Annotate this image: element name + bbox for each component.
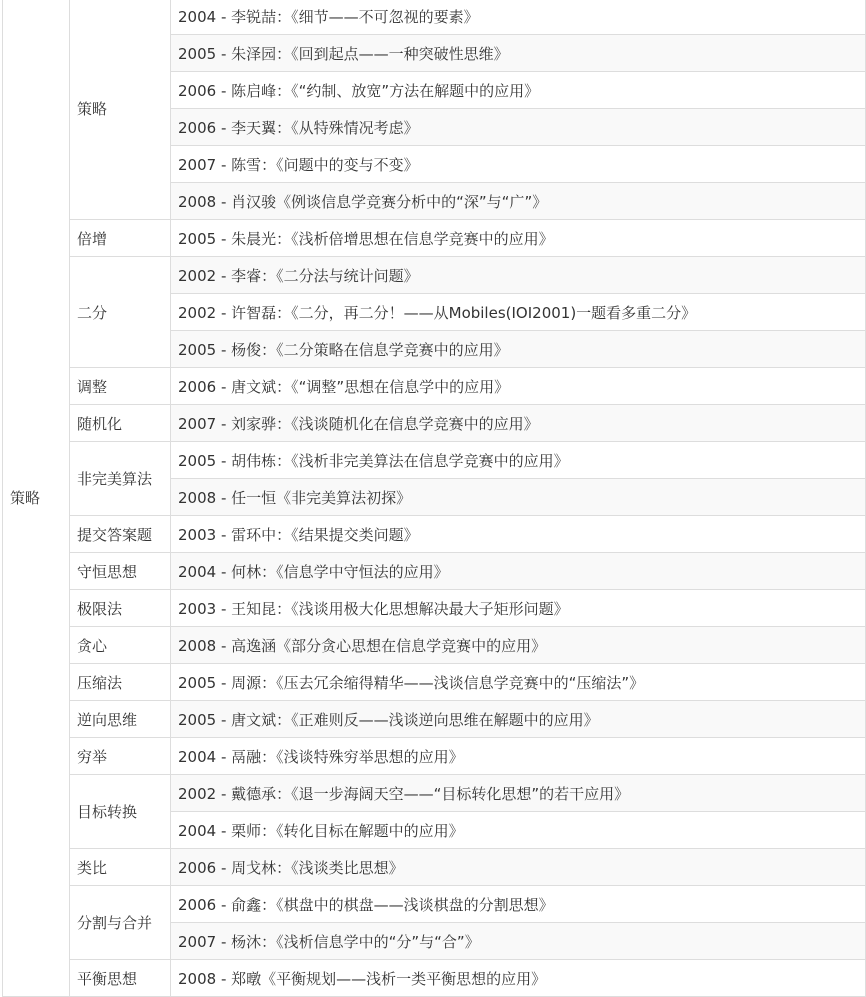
table-row xyxy=(3,257,866,294)
paper-entry-cell: 2008 - 郑暾《平衡规划——浅析一类平衡思想的应用》 xyxy=(171,960,866,997)
table-row xyxy=(3,590,866,627)
paper-entry-cell: 2007 - 刘家骅：《浅谈随机化在信息学竞赛中的应用》 xyxy=(171,405,866,442)
technique-category-cell: 调整 xyxy=(70,368,171,405)
technique-category-cell: 提交答案题 xyxy=(70,516,171,553)
paper-entry-cell: 2003 - 雷环中：《结果提交类问题》 xyxy=(171,516,866,553)
paper-entry-cell: 2006 - 俞鑫：《棋盘中的棋盘——浅谈棋盘的分割思想》 xyxy=(171,886,866,923)
paper-entry-cell: 2003 - 王知昆：《浅谈用极大化思想解决最大子矩形问题》 xyxy=(171,590,866,627)
paper-index-table xyxy=(2,0,866,997)
paper-entry-cell: 2006 - 李天翼：《从特殊情况考虑》 xyxy=(171,109,866,146)
paper-entry-cell: 2002 - 李睿：《二分法与统计问题》 xyxy=(171,257,866,294)
table-row xyxy=(3,405,866,442)
paper-entry-cell: 2006 - 陈启峰：《“约制、放宽”方法在解题中的应用》 xyxy=(171,72,866,109)
technique-category-cell: 极限法 xyxy=(70,590,171,627)
table-row xyxy=(3,368,866,405)
table-row xyxy=(3,442,866,479)
technique-category-cell: 倍增 xyxy=(70,220,171,257)
table-row xyxy=(3,220,866,257)
paper-entry-cell: 2005 - 周源：《压去冗余缩得精华——浅谈信息学竞赛中的“压缩法”》 xyxy=(171,664,866,701)
table-row xyxy=(3,738,866,775)
paper-entry-cell: 2005 - 朱晨光：《浅析倍增思想在信息学竞赛中的应用》 xyxy=(171,220,866,257)
paper-entry-cell: 2008 - 肖汉骏《例谈信息学竞赛分析中的“深”与“广”》 xyxy=(171,183,866,220)
technique-category-cell: 随机化 xyxy=(70,405,171,442)
table-row xyxy=(3,960,866,997)
paper-entry-cell: 2002 - 许智磊：《二分，再二分！——从Mobiles(IOI2001)一题看多重二分》 xyxy=(171,294,866,331)
paper-entry-cell: 2004 - 栗师：《转化目标在解题中的应用》 xyxy=(171,812,866,849)
technique-category-cell: 非完美算法 xyxy=(70,442,171,516)
paper-entry-cell: 2002 - 戴德承：《退一步海阔天空——“目标转化思想”的若干应用》 xyxy=(171,775,866,812)
paper-entry-cell: 2005 - 朱泽园：《回到起点——一种突破性思维》 xyxy=(171,35,866,72)
table-row xyxy=(3,664,866,701)
paper-entry-cell: 2007 - 杨沐：《浅析信息学中的“分”与“合”》 xyxy=(171,923,866,960)
paper-entry-cell: 2005 - 杨俊：《二分策略在信息学竞赛中的应用》 xyxy=(171,331,866,368)
table-row xyxy=(3,886,866,923)
outer-category-cell: 策略 xyxy=(3,0,70,997)
paper-entry-cell: 2005 - 唐文斌：《正难则反——浅谈逆向思维在解题中的应用》 xyxy=(171,701,866,738)
paper-entry-cell: 2008 - 任一恒《非完美算法初探》 xyxy=(171,479,866,516)
technique-category-cell: 贪心 xyxy=(70,627,171,664)
technique-category-cell: 类比 xyxy=(70,849,171,886)
table-row xyxy=(3,701,866,738)
table-row xyxy=(3,849,866,886)
table-row xyxy=(3,0,866,35)
paper-entry-cell: 2006 - 唐文斌：《“调整”思想在信息学中的应用》 xyxy=(171,368,866,405)
technique-category-cell: 分割与合并 xyxy=(70,886,171,960)
paper-entry-cell: 2004 - 何林：《信息学中守恒法的应用》 xyxy=(171,553,866,590)
table-body xyxy=(3,0,866,997)
technique-category-cell: 穷举 xyxy=(70,738,171,775)
paper-entry-cell: 2006 - 周戈林：《浅谈类比思想》 xyxy=(171,849,866,886)
technique-category-cell: 二分 xyxy=(70,257,171,368)
paper-entry-cell: 2005 - 胡伟栋：《浅析非完美算法在信息学竞赛中的应用》 xyxy=(171,442,866,479)
table-row xyxy=(3,627,866,664)
technique-category-cell: 平衡思想 xyxy=(70,960,171,997)
paper-entry-cell: 2007 - 陈雪：《问题中的变与不变》 xyxy=(171,146,866,183)
table-row xyxy=(3,553,866,590)
technique-category-cell: 守恒思想 xyxy=(70,553,171,590)
technique-category-cell: 逆向思维 xyxy=(70,701,171,738)
technique-category-cell: 目标转换 xyxy=(70,775,171,849)
table-row xyxy=(3,516,866,553)
paper-entry-cell: 2004 - 李锐喆：《细节——不可忽视的要素》 xyxy=(171,0,866,35)
paper-entry-cell: 2008 - 高逸涵《部分贪心思想在信息学竞赛中的应用》 xyxy=(171,627,866,664)
table-row xyxy=(3,775,866,812)
technique-category-cell: 策略 xyxy=(70,0,171,220)
paper-entry-cell: 2004 - 鬲融：《浅谈特殊穷举思想的应用》 xyxy=(171,738,866,775)
technique-category-cell: 压缩法 xyxy=(70,664,171,701)
